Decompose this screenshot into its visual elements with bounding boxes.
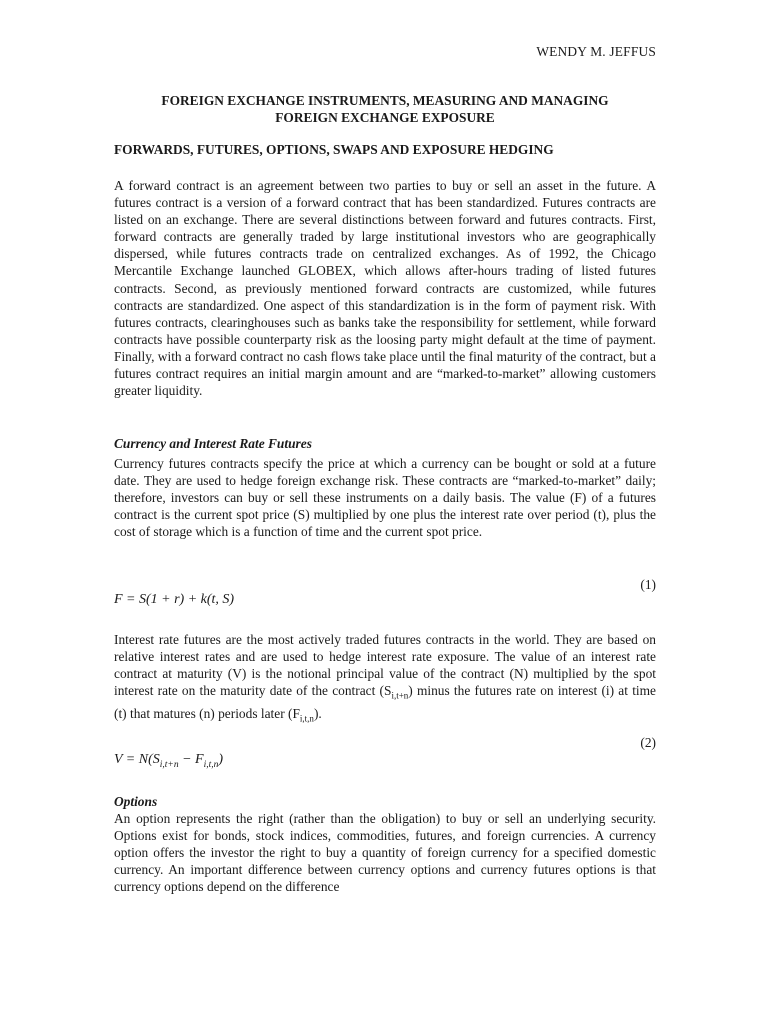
- equation-1-number: (1): [640, 577, 656, 592]
- interest-rate-text-c: ).: [313, 706, 322, 722]
- equation-2-end: ): [218, 752, 224, 767]
- currency-futures-heading: Currency and Interest Rate Futures: [114, 436, 312, 451]
- equation-2-formula: [114, 752, 223, 770]
- title-line-1: FOREIGN EXCHANGE INSTRUMENTS, MEASURING AND MANAGING: [161, 93, 609, 108]
- equation-2-number: (2): [640, 735, 656, 750]
- title-line-2: FOREIGN EXCHANGE EXPOSURE: [275, 110, 495, 125]
- interest-rate-subscript-1: i,t+n: [391, 690, 409, 701]
- interest-rate-subscript-2: i,t,n: [299, 713, 314, 724]
- equation-2-lhs: V = N(S: [114, 752, 160, 767]
- equation-2-sub-1: i,t+n: [159, 759, 179, 770]
- options-paragraph: An option represents the right (rather than the obligation) to buy or sell an underlying security. Options exist for bonds, stock indices, commodities, futures, and foreign currencies. A currency option offers the investor the right to buy a quantity of foreign currency for a specified domestic currency. An important difference between currency options and currency futures options is that currency options depend on the difference: [114, 811, 656, 895]
- interest-rate-text-a: Interest rate futures are the most actively traded futures contracts in the world. They are based on relative interest rates and are used to hedge interest rate exposure. The value of an interest rate contract at maturity (V) is the notional principal value of the contract (N) multiplied by the spot interest rate on the maturity date of the contract (S: [114, 632, 656, 699]
- equation-2-mid: − F: [178, 752, 204, 767]
- intro-paragraph: A forward contract is an agreement between two parties to buy or sell an asset in the future. A futures contract is a version of a forward contract that has been standardized. Futures contracts are listed on an exchange. There are several distinctions between forward and futures contracts. First, forward contracts are generally traded by large institutional investors who are geographically dispersed, while futures contracts trade on centralized exchanges. As of 1992, the Chicago Mercantile Exchange launched GLOBEX, which allows after-hours trading of listed futures contracts. Second, as previously mentioned forward contracts are customized, while futures contracts are standardized. One aspect of this standardization is in the form of payment risk. With futures contracts, clearinghouses such as banks take the responsibility for settlement, while forward contracts have possible counterparty risk as the loosing party might default at the time of payment. Finally, with a forward contract no cash flows take place until the final maturity of the contract, but a futures contract requires an initial margin amount and are “marked-to-market” allowing customers greater liquidity.: [114, 178, 656, 399]
- document-title: [114, 92, 656, 126]
- author-name: WENDY M. JEFFUS: [536, 44, 656, 59]
- section-title: FORWARDS, FUTURES, OPTIONS, SWAPS AND EXPOSURE HEDGING: [114, 142, 554, 157]
- options-heading: Options: [114, 794, 158, 809]
- equation-2-sub-2: i,t,n: [203, 759, 219, 770]
- currency-futures-paragraph: Currency futures contracts specify the price at which a currency can be bought or sold at a future date. They are used to hedge foreign exchange risk. These contracts are “marked-to-market” daily; therefore, investors can buy or sell these instruments on a daily basis. The value (F) of a futures contract is the current spot price (S) multiplied by one plus the interest rate over period (t), plus the cost of storage which is a function of time and the current spot price.: [114, 456, 656, 540]
- interest-rate-text-b: ) minus the futures rate on interest (i) at time (t) that matures (n) periods later (F: [114, 683, 656, 722]
- interest-rate-futures-paragraph: [114, 631, 656, 728]
- equation-1-formula: F = S(1 + r) + k(t, S): [114, 592, 235, 607]
